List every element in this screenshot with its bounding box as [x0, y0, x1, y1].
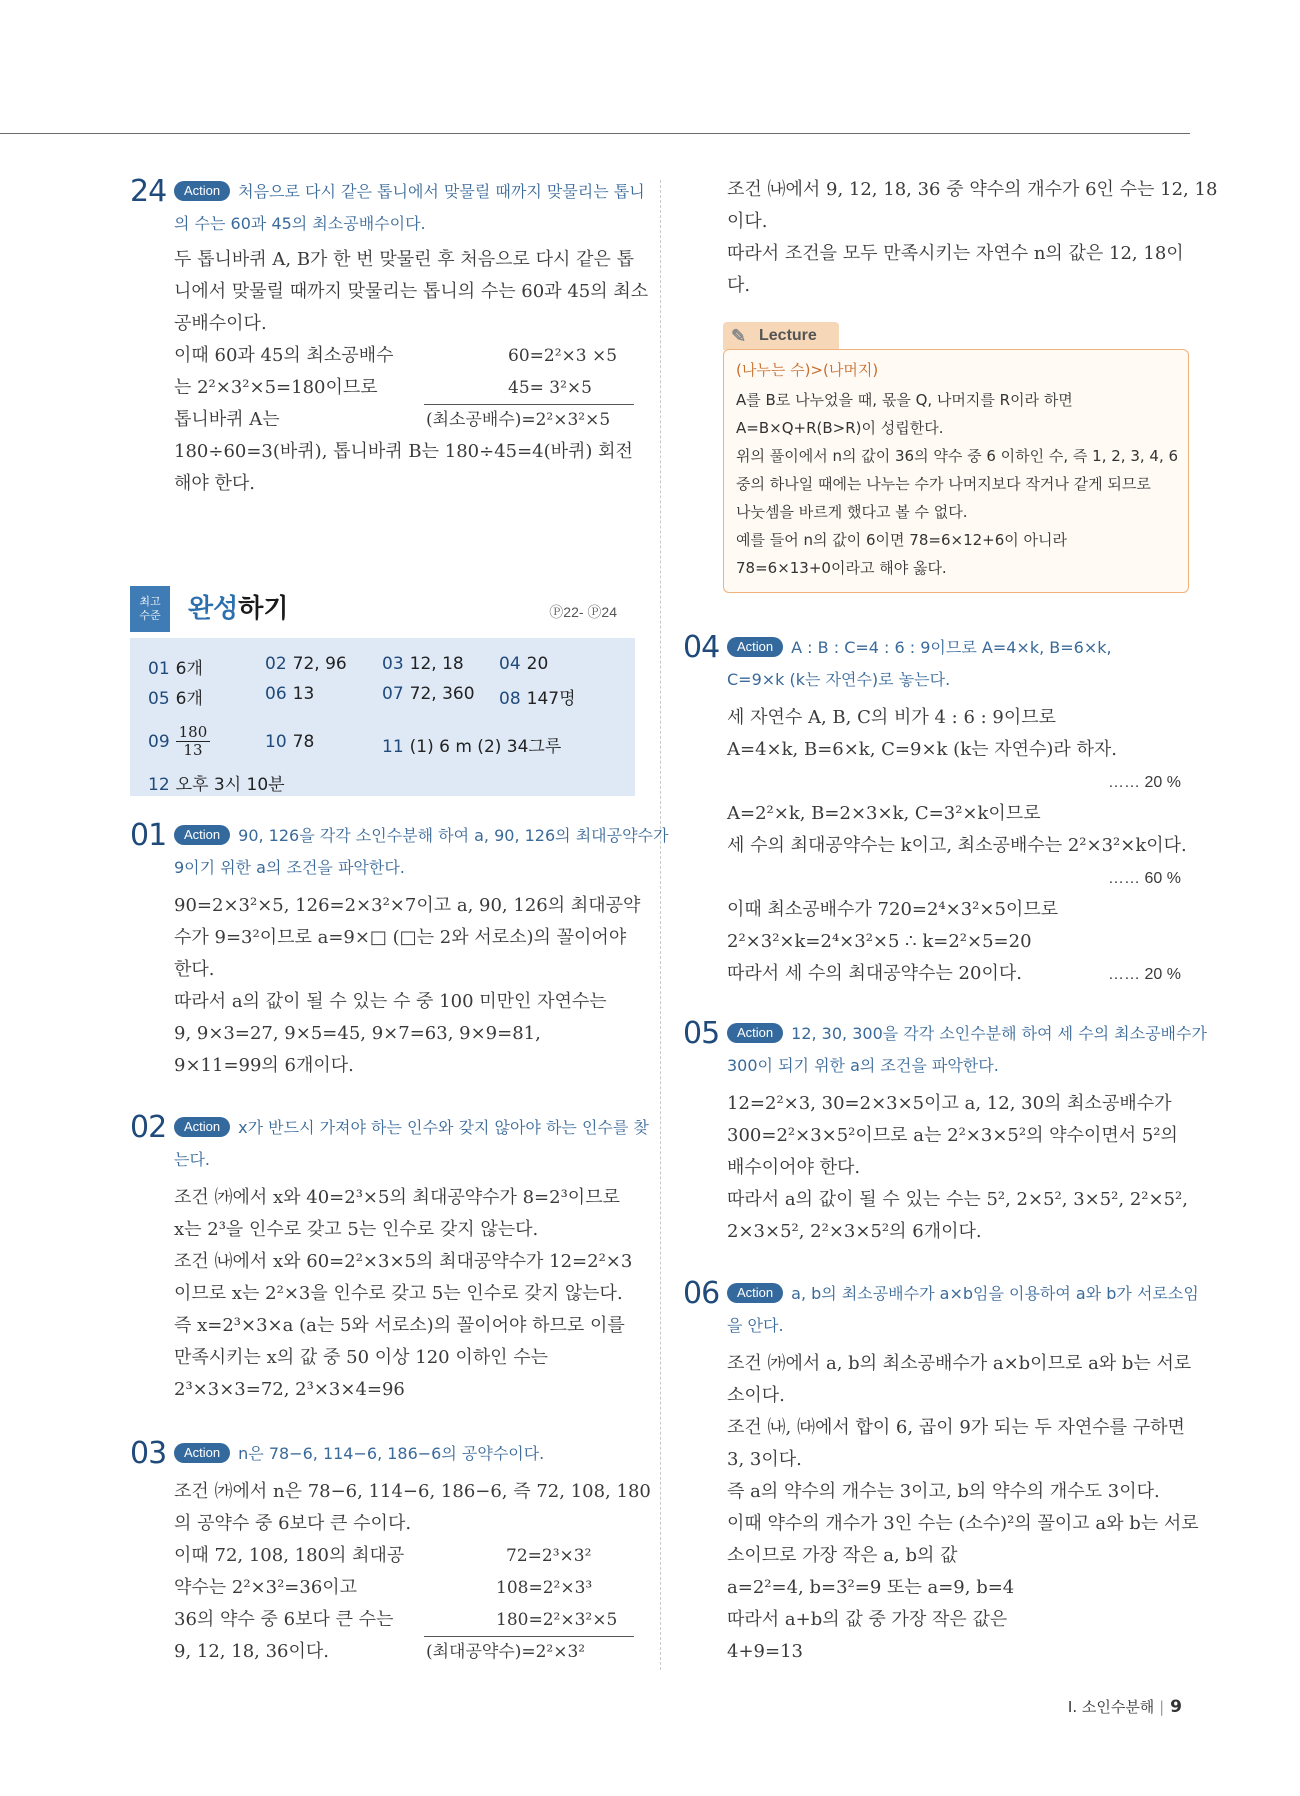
- action-badge: Action: [174, 825, 230, 845]
- body-text: 300=2²×3×5²이므로 a는 2²×3×5²의 약수이면서 5²의: [727, 1125, 1178, 1146]
- lecture-text: 78=6×13+0이라고 해야 옳다.: [736, 559, 947, 577]
- action-text: n은 78−6, 114−6, 186−6의 공약수이다.: [238, 1444, 545, 1463]
- body-text: a=2²=4, b=3²=9 또는 a=9, b=4: [727, 1577, 1015, 1598]
- calc-line: 72=2³×3²: [506, 1546, 592, 1566]
- body-text: 이때 약수의 개수가 3인 수는 (소수)²의 꼴이고 a와 b는 서로: [727, 1513, 1199, 1534]
- calc-line: (최대공약수)=2²×3²: [426, 1642, 586, 1662]
- problem-number: 01: [130, 818, 167, 853]
- body-text: A=4×k, B=6×k, C=9×k (k는 자연수)라 하자.: [727, 739, 1118, 760]
- answer-item: 07 72, 360: [382, 684, 475, 704]
- lecture-text: A를 B로 나누었을 때, 몫을 Q, 나머지를 R이라 하면: [736, 391, 1073, 409]
- body-text: 12=2²×3, 30=2×3×5이고 a, 12, 30의 최소공배수가: [727, 1093, 1172, 1114]
- body-text: 이므로 x는 2²×3을 인수로 갖고 5는 인수로 갖지 않는다.: [174, 1283, 623, 1304]
- body-text: 이때 60과 45의 최소공배수: [174, 345, 394, 366]
- body-text: 조건 ㈏에서 9, 12, 18, 36 중 약수의 개수가 6인 수는 12, 18: [727, 179, 1218, 200]
- body-text: 4+9=13: [727, 1641, 803, 1662]
- page-footer: Ⅰ. 소인수분해 | 9: [1067, 1697, 1182, 1717]
- pencil-icon: ✎: [731, 326, 747, 346]
- body-text: 2²×3²×k=2⁴×3²×5 ∴ k=2²×5=20: [727, 931, 1032, 952]
- body-text: 이다.: [727, 211, 768, 232]
- action-line: [174, 820, 668, 852]
- body-text: 즉 x=2³×3×a (a는 5와 서로소)의 꼴이어야 하므로 이를: [174, 1315, 625, 1336]
- body-text: 조건 ㈏에서 x와 60=2²×3×5의 최대공약수가 12=2²×3: [174, 1251, 633, 1272]
- body-text: 조건 ㈎에서 n은 78−6, 114−6, 186−6, 즉 72, 108, 180: [174, 1481, 651, 1502]
- body-text: 한다.: [174, 959, 215, 980]
- calc-line: 108=2²×3³: [496, 1578, 593, 1598]
- action-badge: Action: [174, 1117, 230, 1137]
- lecture-text: 예를 들어 n의 값이 6이면 78=6×12+6이 아니라: [736, 531, 1067, 549]
- body-text: 즉 a의 약수의 개수는 3이고, b의 약수의 개수도 3이다.: [727, 1481, 1160, 1502]
- section-name: Ⅰ. 소인수분해: [1067, 1698, 1155, 1716]
- body-text: 소이므로 가장 작은 a, b의 값: [727, 1545, 958, 1566]
- body-text: 90=2×3²×5, 126=2×3²×7이고 a, 90, 126의 최대공약: [174, 895, 641, 916]
- body-text: 조건 ㈎에서 x와 40=2³×5의 최대공약수가 8=2³이므로: [174, 1187, 620, 1208]
- summary-title: [188, 588, 288, 625]
- body-text: 3, 3이다.: [727, 1449, 802, 1470]
- action-badge: Action: [174, 1443, 230, 1463]
- lecture-heading: (나누는 수)>(나머지): [736, 361, 879, 379]
- answer-summary-box: [130, 638, 635, 796]
- problem-number: 03: [130, 1436, 167, 1471]
- action-line: [174, 176, 645, 208]
- summary-header: [130, 586, 635, 632]
- action-text: A : B : C=4 : 6 : 9이므로 A=4×k, B=6×k,: [791, 638, 1112, 657]
- body-text: 따라서 조건을 모두 만족시키는 자연수 n의 값은 12, 18이: [727, 243, 1184, 264]
- action-line: [174, 1112, 649, 1144]
- title-part: 하기: [238, 594, 289, 624]
- body-text: 따라서 a의 값이 될 수 있는 수는 5², 2×5², 3×5², 2²×5²,: [727, 1189, 1188, 1210]
- body-text: 두 톱니바퀴 A, B가 한 번 맞물린 후 처음으로 다시 같은 톱: [174, 249, 635, 270]
- score-percent: …… 20 %: [1108, 774, 1181, 791]
- answer-item: 03 12, 18: [382, 654, 464, 674]
- body-text: 공배수이다.: [174, 313, 267, 334]
- page-ref: Ⓟ22- Ⓟ24: [549, 604, 617, 620]
- body-text: 톱니바퀴 A는: [174, 409, 280, 430]
- action-text: 9이기 위한 a의 조건을 파악한다.: [174, 858, 405, 877]
- body-text: 다.: [727, 275, 751, 296]
- logo-text: 최고: [139, 595, 161, 608]
- body-text: 9×11=99의 6개이다.: [174, 1055, 354, 1076]
- problem-number: 04: [683, 630, 720, 665]
- body-text: 36의 약수 중 6보다 큰 수는: [174, 1609, 394, 1630]
- answer-item: 11 (1) 6 m (2) 34그루: [382, 737, 562, 757]
- column-divider: [660, 180, 661, 1670]
- fraction-numerator: 180: [176, 724, 211, 742]
- body-text: 니에서 맞물릴 때까지 맞물리는 톱니의 수는 60과 45의 최소: [174, 281, 649, 302]
- answer-item: 01 6개: [148, 659, 203, 679]
- action-text: C=9×k (k는 자연수)로 놓는다.: [727, 670, 951, 689]
- action-badge: Action: [174, 181, 230, 201]
- body-text: 소이다.: [727, 1385, 785, 1406]
- fraction-denominator: 13: [183, 741, 203, 759]
- logo-text: 수준: [139, 609, 161, 622]
- action-text: 는다.: [174, 1150, 210, 1169]
- answer-item: 06 13: [265, 684, 315, 704]
- lecture-label: Lecture: [759, 327, 817, 344]
- body-text: 180÷60=3(바퀴), 톱니바퀴 B는 180÷45=4(바퀴) 회전: [174, 441, 633, 462]
- body-text: 이때 최소공배수가 720=2⁴×3²×5이므로: [727, 899, 1059, 920]
- body-text: 따라서 a의 값이 될 수 있는 수 중 100 미만인 자연수는: [174, 991, 607, 1012]
- action-text: 12, 30, 300을 각각 소인수분해 하여 세 수의 최소공배수가: [791, 1024, 1207, 1043]
- action-badge: Action: [727, 1283, 783, 1303]
- body-text: 는 2²×3²×5=180이므로: [174, 377, 378, 398]
- action-text: 90, 126을 각각 소인수분해 하여 a, 90, 126의 최대공약수가: [238, 826, 669, 845]
- action-text: a, b의 최소공배수가 a×b임을 이용하여 a와 b가 서로소임: [791, 1284, 1199, 1303]
- action-line: [727, 1018, 1207, 1050]
- action-badge: Action: [727, 637, 783, 657]
- lecture-text: 위의 풀이에서 n의 값이 36의 약수 중 6 이하인 수, 즉 1, 2, 3, 4, 6: [736, 447, 1179, 465]
- lecture-text: 나눗셈을 바르게 했다고 볼 수 없다.: [736, 503, 968, 521]
- calc-line: (최소공배수)=2²×3²×5: [426, 410, 611, 430]
- action-line: [727, 632, 1112, 664]
- body-text: A=2²×k, B=2×3×k, C=3²×k이므로: [727, 803, 1041, 824]
- body-text: 수가 9=3²이므로 a=9×□ (□는 2와 서로소)의 꼴이어야: [174, 927, 627, 948]
- page-number: 9: [1170, 1697, 1182, 1717]
- action-line: [174, 1438, 544, 1470]
- answer-item: 04 20: [499, 654, 549, 674]
- header-rule: [0, 133, 1190, 134]
- problem-number: 02: [130, 1110, 167, 1145]
- problem-number: 24: [130, 174, 167, 209]
- lecture-text: A=B×Q+R(B>R)이 성립한다.: [736, 419, 944, 437]
- body-text: 해야 한다.: [174, 473, 255, 494]
- body-text: 2×3×5², 2²×3×5²의 6개이다.: [727, 1221, 982, 1242]
- action-line: [727, 1278, 1199, 1310]
- action-text: 300이 되기 위한 a의 조건을 파악한다.: [727, 1056, 999, 1075]
- body-text: 조건 ㈏, ㈐에서 합이 6, 곱이 9가 되는 두 자연수를 구하면: [727, 1417, 1185, 1438]
- lecture-text: 중의 하나일 때에는 나누는 수가 나머지보다 작거나 같게 되므로: [736, 475, 1151, 493]
- action-text: 의 수는 60과 45의 최소공배수이다.: [174, 214, 426, 233]
- body-text: 따라서 a+b의 값 중 가장 작은 값은: [727, 1609, 1008, 1630]
- body-text: 약수는 2²×3²=36이고: [174, 1577, 358, 1598]
- answer-item: 10 78: [265, 732, 315, 752]
- answer-item: 08 147명: [499, 689, 576, 709]
- body-text: 의 공약수 중 6보다 큰 수이다.: [174, 1513, 412, 1534]
- lecture-box: [723, 349, 1189, 593]
- score-percent: …… 60 %: [1108, 870, 1181, 887]
- body-text: 이때 72, 108, 180의 최대공: [174, 1545, 405, 1566]
- body-text: 배수이어야 한다.: [727, 1157, 861, 1178]
- level-logo: [130, 586, 170, 632]
- problem-number: 05: [683, 1016, 720, 1051]
- lecture-tab: [723, 322, 839, 350]
- calc-line: 180=2²×3²×5: [496, 1610, 618, 1630]
- title-part: 완성: [188, 594, 239, 624]
- problem-number: 06: [683, 1276, 720, 1311]
- answer-item: 09 $\frac{180}{13}$: [148, 724, 210, 759]
- score-percent: …… 20 %: [1108, 966, 1181, 983]
- action-text: 처음으로 다시 같은 톱니에서 맞물릴 때까지 맞물리는 톱니: [238, 182, 645, 201]
- calc-line: 60=2²×3 ×5: [508, 346, 618, 366]
- body-text: 조건 ㈎에서 a, b의 최소공배수가 a×b이므로 a와 b는 서로: [727, 1353, 1192, 1374]
- body-text: 따라서 세 수의 최대공약수는 20이다.: [727, 963, 1022, 984]
- body-text: 9, 9×3=27, 9×5=45, 9×7=63, 9×9=81,: [174, 1023, 541, 1044]
- body-text: 세 자연수 A, B, C의 비가 4 : 6 : 9이므로: [727, 707, 1057, 728]
- body-text: x는 2³을 인수로 갖고 5는 인수로 갖지 않는다.: [174, 1219, 539, 1240]
- answer-item: 12 오후 3시 10분: [148, 775, 285, 795]
- body-text: 세 수의 최대공약수는 k이고, 최소공배수는 2²×3²×k이다.: [727, 835, 1187, 856]
- answer-item: 02 72, 96: [265, 654, 347, 674]
- answer-item: 05 6개: [148, 689, 203, 709]
- body-text: 9, 12, 18, 36이다.: [174, 1641, 329, 1662]
- body-text: 만족시키는 x의 값 중 50 이상 120 이하인 수는: [174, 1347, 549, 1368]
- action-badge: Action: [727, 1023, 783, 1043]
- calc-line: 45= 3²×5: [508, 378, 592, 398]
- action-text: 을 안다.: [727, 1316, 784, 1335]
- action-text: x가 반드시 가져야 하는 인수와 갖지 않아야 하는 인수를 찾: [238, 1118, 649, 1137]
- body-text: 2³×3×3=72, 2³×3×4=96: [174, 1379, 405, 1400]
